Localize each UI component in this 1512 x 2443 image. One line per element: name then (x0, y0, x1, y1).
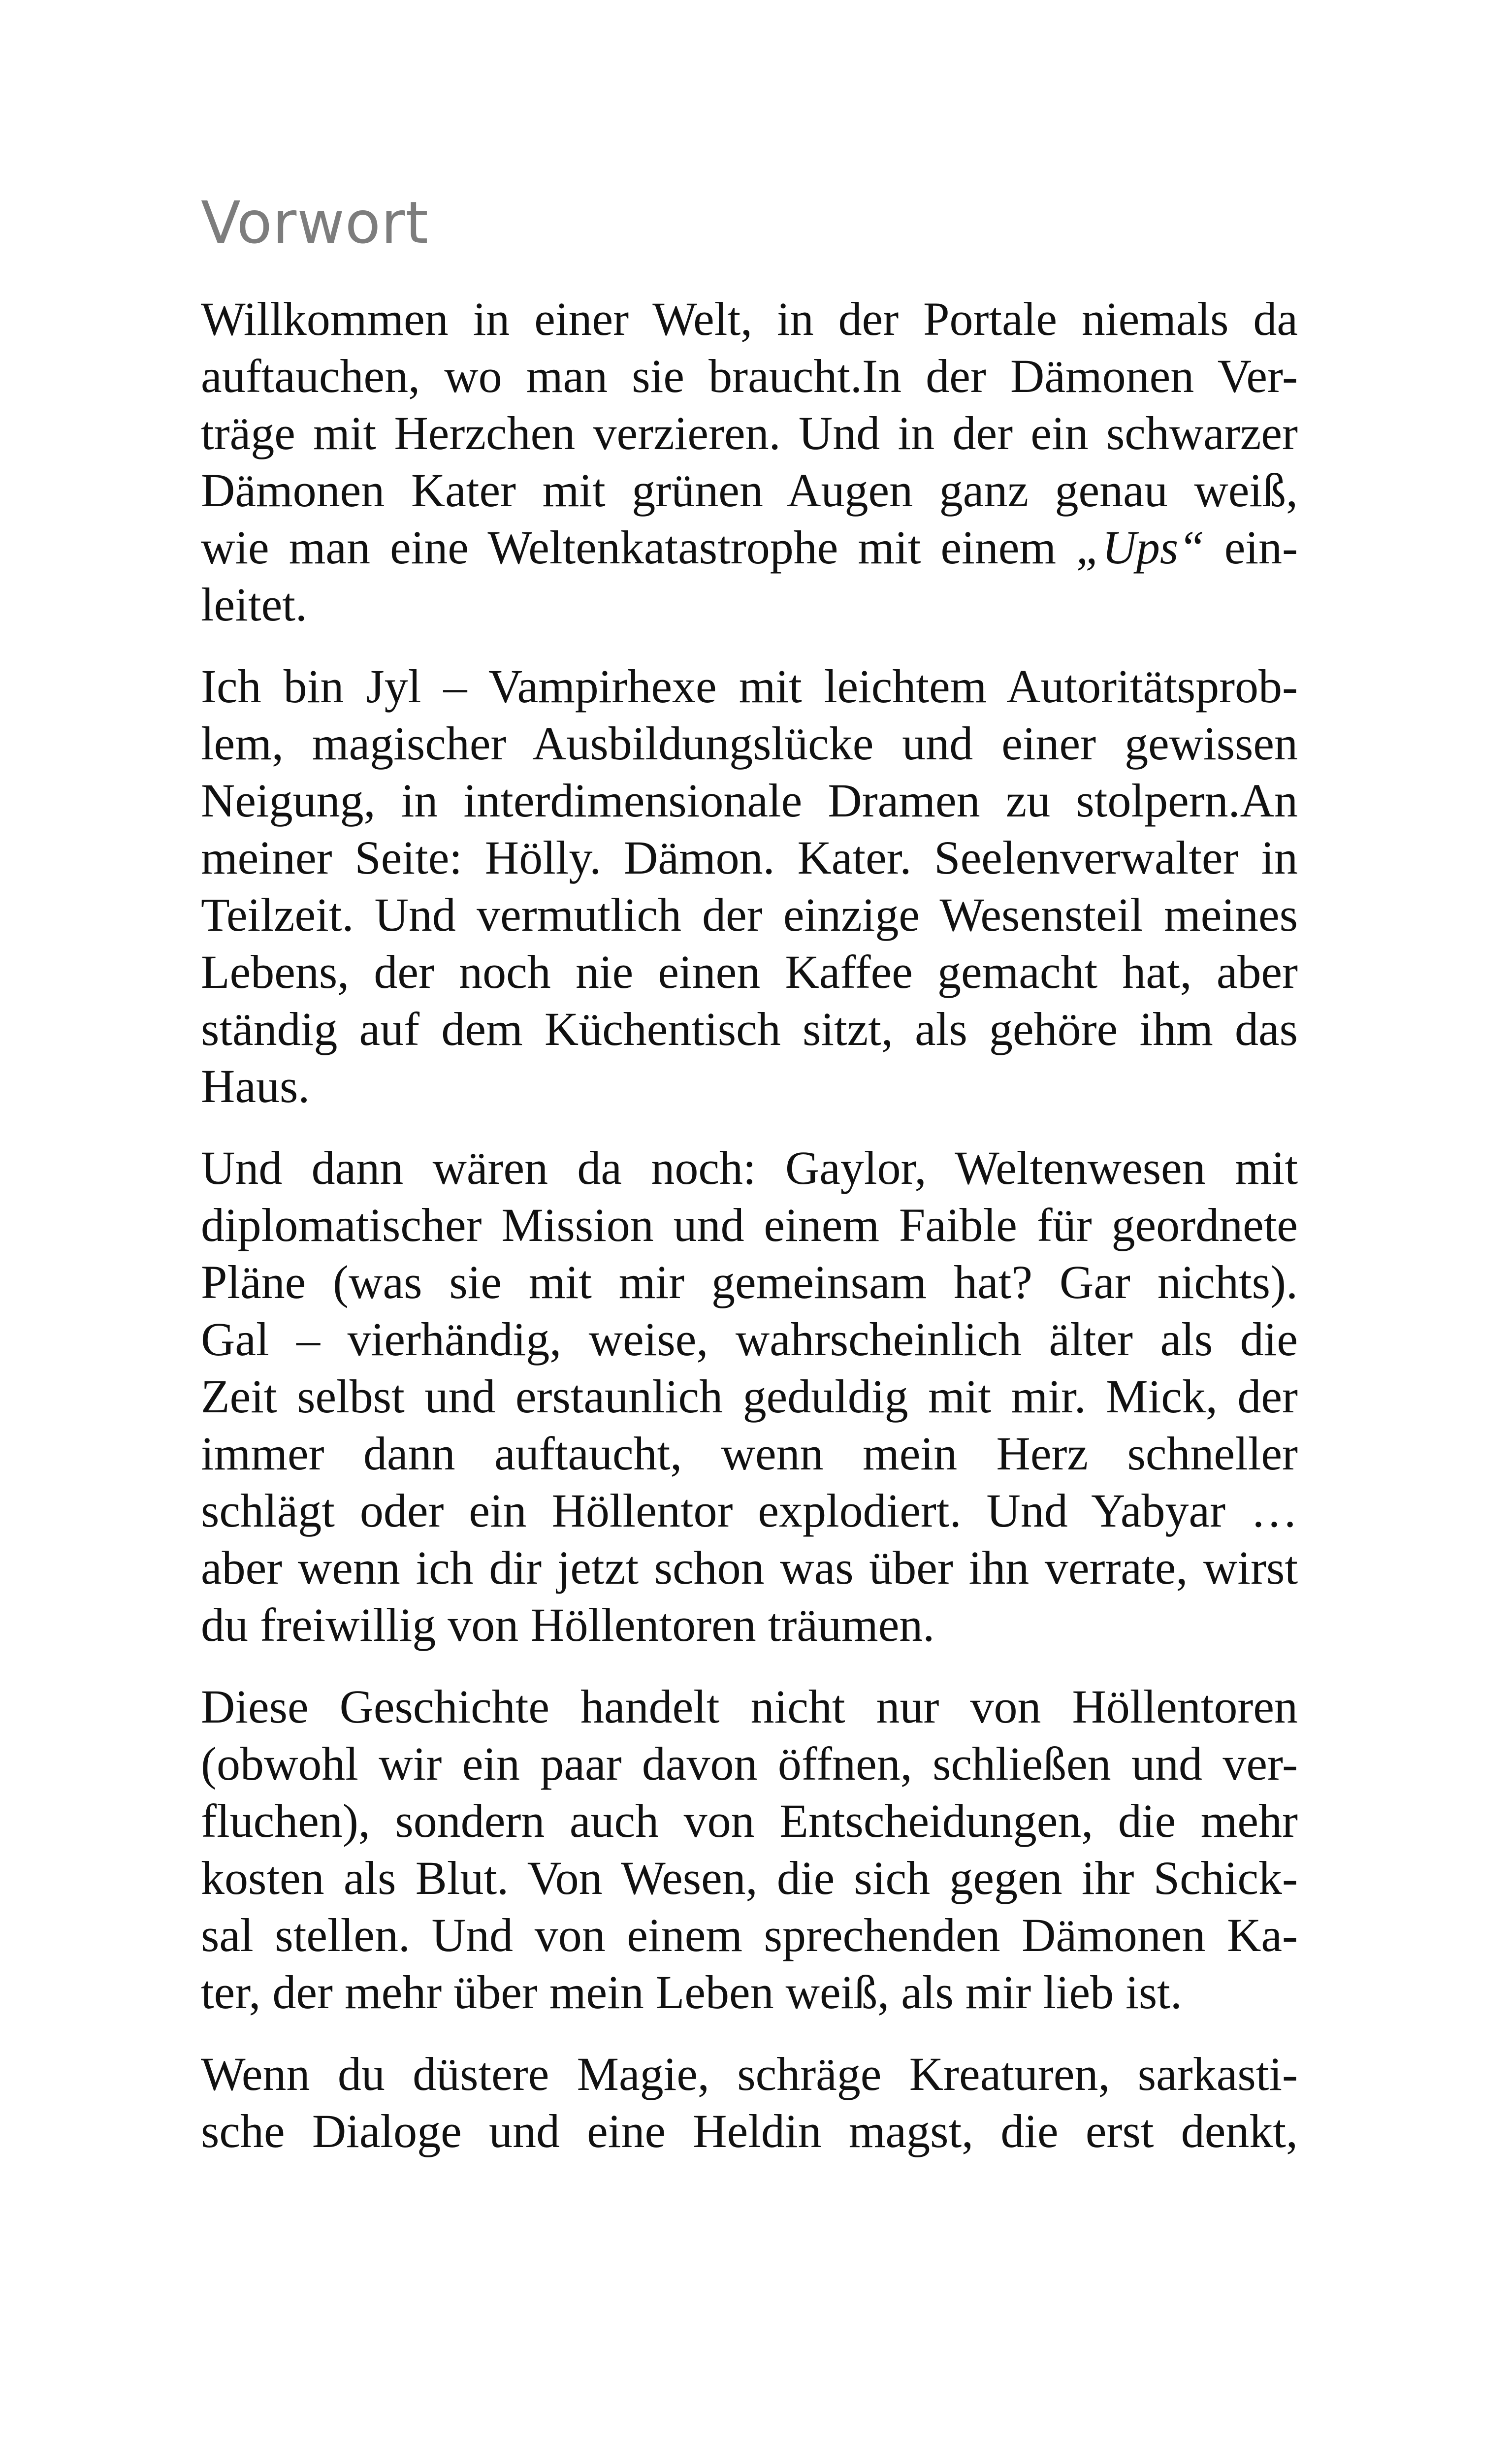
text-line: lem, magischer Ausbildungslücke und einer gewissen (201, 717, 1298, 770)
text-line: ter, der mehr über mein Leben weiß, als mir lieb ist. (201, 1966, 1182, 2019)
text-line: immer dann auftaucht, wenn mein Herz schneller (201, 1427, 1298, 1480)
text-line: Pläne (was sie mit mir gemeinsam hat? Gar nichts). (201, 1256, 1298, 1308)
text-line: träge mit Herzchen verzieren. Und in der ein schwarzer (201, 407, 1298, 459)
quoted-word: Ups (1102, 521, 1179, 574)
text-line: diplomatischer Mission und einem Faible für geordnete (201, 1199, 1298, 1251)
text-line: sal stellen. Und von einem sprechenden Dämonen Ka- (201, 1909, 1298, 1961)
text-line-with-quote (201, 519, 1298, 576)
text-line: Willkommen in einer Welt, in der Portale niemals da (201, 293, 1298, 345)
text-line: Neigung, in interdimensionale Dramen zu stolpern.An (201, 774, 1298, 827)
text-line: Diese Geschichte handelt nicht nur von Höllentoren (201, 1680, 1298, 1733)
text-line: Gal – vierhändig, weise, wahrscheinlich älter als die (201, 1313, 1298, 1366)
text-line: kosten als Blut. Von Wesen, die sich gegen ihr Schick- (201, 1852, 1298, 1904)
paragraph-5 (201, 2046, 1298, 2160)
text-fragment: ein- (1204, 521, 1298, 574)
text-line: Zeit selbst und erstaunlich geduldig mit mir. Mick, der (201, 1370, 1298, 1423)
text-line: Wenn du düstere Magie, schräge Kreaturen, sarkasti- (201, 2048, 1298, 2100)
text-line: fluchen), sondern auch von Entscheidungen, die mehr (201, 1794, 1298, 1847)
text-line: Ich bin Jyl – Vampirhexe mit leichtem Autoritätsprob- (201, 660, 1298, 713)
text-line: Teilzeit. Und vermutlich der einzige Wesensteil meines (201, 888, 1298, 941)
paragraph-2 (201, 658, 1298, 1115)
paragraph-3 (201, 1140, 1298, 1654)
text-line: sche Dialoge und eine Heldin magst, die erst denkt, (201, 2105, 1298, 2157)
quote-close: “ (1178, 521, 1205, 574)
text-line: aber wenn ich dir jetzt schon was über ihn verrate, wirst (201, 1541, 1298, 1594)
text-line: meiner Seite: Hölly. Dämon. Kater. Seelenverwalter in (201, 831, 1298, 884)
body-text (201, 291, 1298, 2160)
paragraph-1 (201, 291, 1298, 633)
text-line: auftauchen, wo man sie braucht.In der Dämonen Ver- (201, 350, 1298, 402)
text-line: (obwohl wir ein paar davon öffnen, schließen und ver- (201, 1737, 1298, 1790)
text-line: Lebens, der noch nie einen Kaffee gemacht hat, aber (201, 945, 1298, 998)
chapter-heading: Vorwort (201, 189, 429, 257)
text-line: schlägt oder ein Höllentor explodiert. Und Yabyar … (201, 1484, 1298, 1537)
text-line: Und dann wären da noch: Gaylor, Weltenwesen mit (201, 1141, 1298, 1194)
quote-open: „ (1076, 521, 1102, 574)
text-line: ständig auf dem Küchentisch sitzt, als gehöre ihm das (201, 1003, 1298, 1055)
text-line: du freiwillig von Höllentoren träumen. (201, 1598, 935, 1651)
text-line: leitet. (201, 578, 307, 631)
text-fragment: wie man eine Weltenkatastrophe mit einem (201, 521, 1076, 574)
text-line: Dämonen Kater mit grünen Augen ganz genau weiß, (201, 464, 1298, 517)
paragraph-4 (201, 1678, 1298, 2021)
text-line: Haus. (201, 1060, 310, 1112)
